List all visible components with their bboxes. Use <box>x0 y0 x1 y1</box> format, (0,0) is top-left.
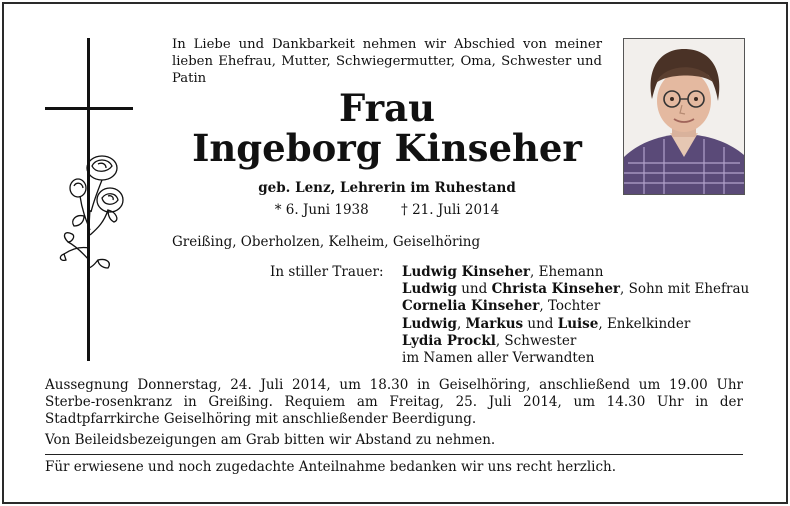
service-info: Aussegnung Donnerstag, 24. Juli 2014, um 18.30 in Geiselhöring, anschließend um 19.00 Uhr Sterbe-rosenkranz in Greißing. Requiem am Freitag, 25. Juli 2014, um 14.30 Uhr in der Stadtpfarrkirche Geiselhöring mit anschließender Beerdigung. <box>45 377 743 427</box>
portrait-photo <box>623 38 745 195</box>
mourning-label: In stiller Trauer: <box>270 264 384 280</box>
mourner-relation: , Enkelkinder <box>598 315 691 332</box>
mourner-entry <box>402 316 749 333</box>
mourner-name: Cornelia Kinseher <box>402 298 540 315</box>
death-date: † 21. Juli 2014 <box>401 202 500 218</box>
birth-info: geb. Lenz, Lehrerin im Ruhestand <box>258 180 516 196</box>
mourner-entry <box>402 281 749 298</box>
mourner-name: Ludwig <box>402 315 457 332</box>
mourner-entry <box>402 298 749 315</box>
mourner-name: Markus <box>465 315 524 332</box>
places: Greißing, Oberholzen, Kelheim, Geiselhöring <box>172 234 481 250</box>
mourners-list <box>402 264 749 367</box>
divider <box>45 454 743 455</box>
mourner-name: Luise <box>557 315 599 332</box>
intro-text: In Liebe und Dankbarkeit nehmen wir Abschied von meiner lieben Ehefrau, Mutter, Schwiegermutter, Oma, Schwester und Patin <box>172 37 602 86</box>
mourner-relation: , <box>456 315 466 332</box>
mourner-relation: , Sohn mit Ehefrau <box>620 281 750 298</box>
mourner-relation: , Ehemann <box>530 264 604 280</box>
mourner-relation: und <box>456 281 492 298</box>
mourner-name: Ludwig Kinseher <box>402 264 531 280</box>
rose-icon <box>58 150 130 290</box>
thanks-text: Für erwiesene und noch zugedachte Anteilnahme bedanken wir uns recht herzlich. <box>45 459 617 475</box>
birth-date: * 6. Juni 1938 <box>274 202 369 218</box>
mourner-entry <box>402 264 749 281</box>
mourner-relation: , Schwester <box>495 332 577 349</box>
title-frau: Frau <box>339 86 435 130</box>
mourner-relation: im Namen aller Verwandten <box>402 350 595 367</box>
mourner-name: Lydia Prockl <box>402 332 496 349</box>
mourner-entry <box>402 350 749 367</box>
mourner-relation: , Tochter <box>539 298 601 315</box>
name-block <box>172 88 602 168</box>
condolence-request: Von Beileidsbezeigungen am Grab bitten wir Abstand zu nehmen. <box>45 432 496 448</box>
mourner-name: Christa Kinseher <box>491 281 621 298</box>
life-dates <box>172 202 602 218</box>
mourner-entry <box>402 333 749 350</box>
cross-bar <box>45 107 133 110</box>
bottom-section <box>45 377 743 476</box>
mourner-name: Ludwig <box>402 281 457 298</box>
mourner-relation: und <box>523 315 558 332</box>
deceased-name: Ingeborg Kinseher <box>192 126 582 170</box>
